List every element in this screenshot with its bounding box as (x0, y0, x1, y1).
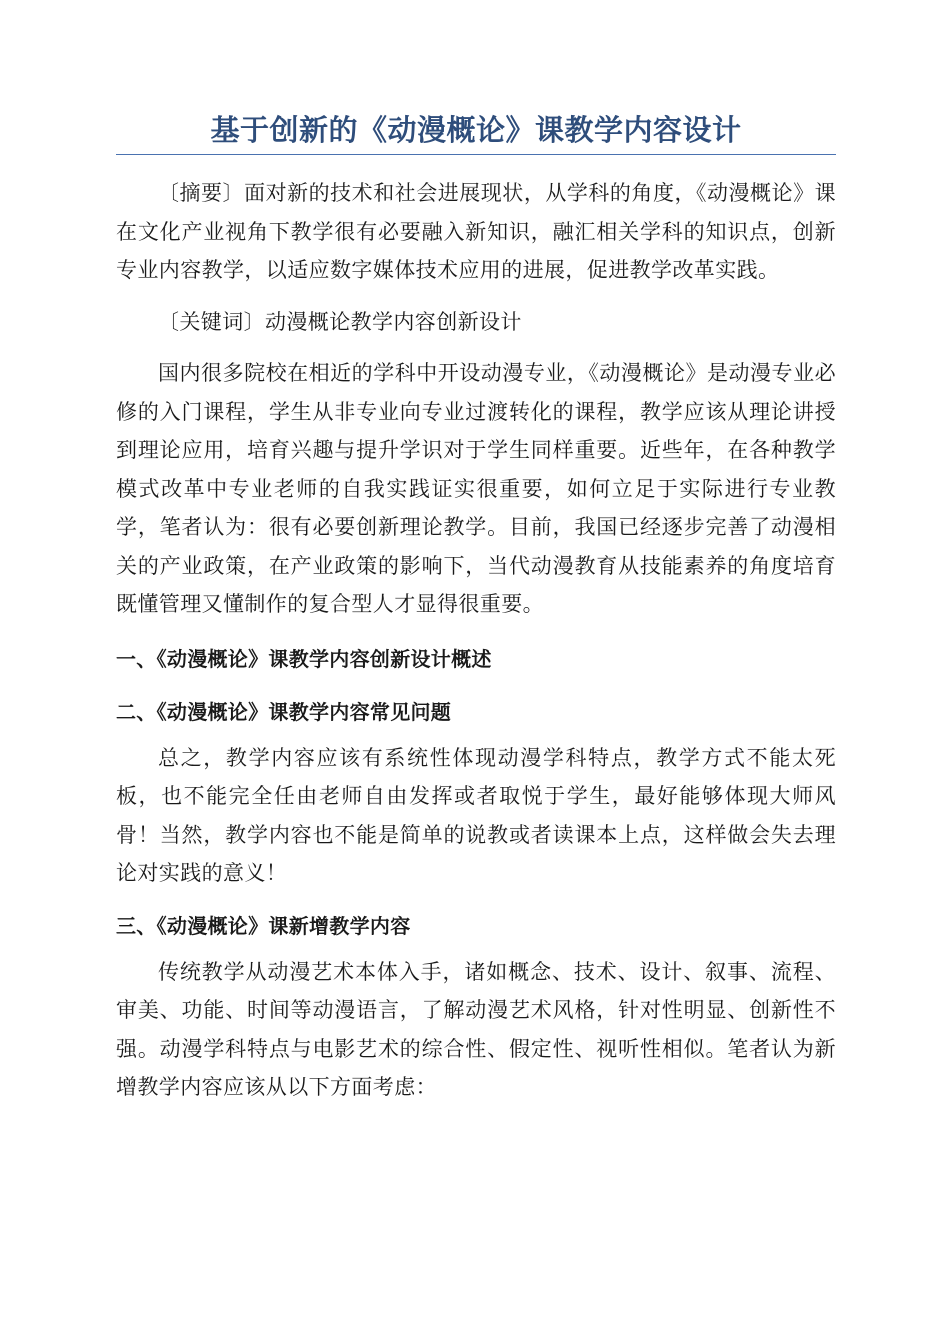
abstract-paragraph: 〔摘要〕面对新的技术和社会进展现状，从学科的角度，《动漫概论》课在文化产业视角下教学很有必要融入新知识，融汇相关学科的知识点，创新专业内容教学，以适应数字媒体技术应用的进展，促进教学改革实践。 (116, 181, 836, 282)
keywords-paragraph: 〔关键词〕动漫概论教学内容创新设计 (158, 309, 522, 334)
intro-paragraph: 国内很多院校在相近的学科中开设动漫专业，《动漫概论》是动漫专业必修的入门课程，学生从非专业向专业过渡转化的课程，教学应该从理论讲授到理论应用，培育兴趣与提升学识对于学生同样重要。近些年，在各种教学模式改革中专业老师的自我实践证实很重要，如何立足于实际进行专业教学，笔者认为：很有必要创新理论教学。目前，我国已经逐步完善了动漫相关的产业政策，在产业政策的影响下，当代动漫教育从技能素养的角度培育既懂管理又懂制作的复合型人才显得很重要。 (116, 361, 836, 616)
section-heading-2: 二、《动漫概论》课教学内容常见问题 (116, 699, 452, 724)
document-page (116, 108, 836, 1107)
section-3-paragraph: 传统教学从动漫艺术本体入手，诸如概念、技术、设计、叙事、流程、审美、功能、时间等动漫语言，了解动漫艺术风格，针对性明显、创新性不强。动漫学科特点与电影艺术的综合性、假定性、视听性相似。笔者认为新增教学内容应该从以下方面考虑： (116, 959, 836, 1099)
section-heading-3: 三、《动漫概论》课新增教学内容 (116, 913, 411, 938)
section-heading-1: 一、《动漫概论》课教学内容创新设计概述 (116, 646, 492, 671)
document-title: 基于创新的《动漫概论》课教学内容设计 (116, 108, 836, 155)
section-2-paragraph: 总之，教学内容应该有系统性体现动漫学科特点，教学方式不能太死板，也不能完全任由老师自由发挥或者取悦于学生，最好能够体现大师风骨！当然，教学内容也不能是简单的说教或者读课本上点，这样做会失去理论对实践的意义！ (116, 745, 836, 885)
